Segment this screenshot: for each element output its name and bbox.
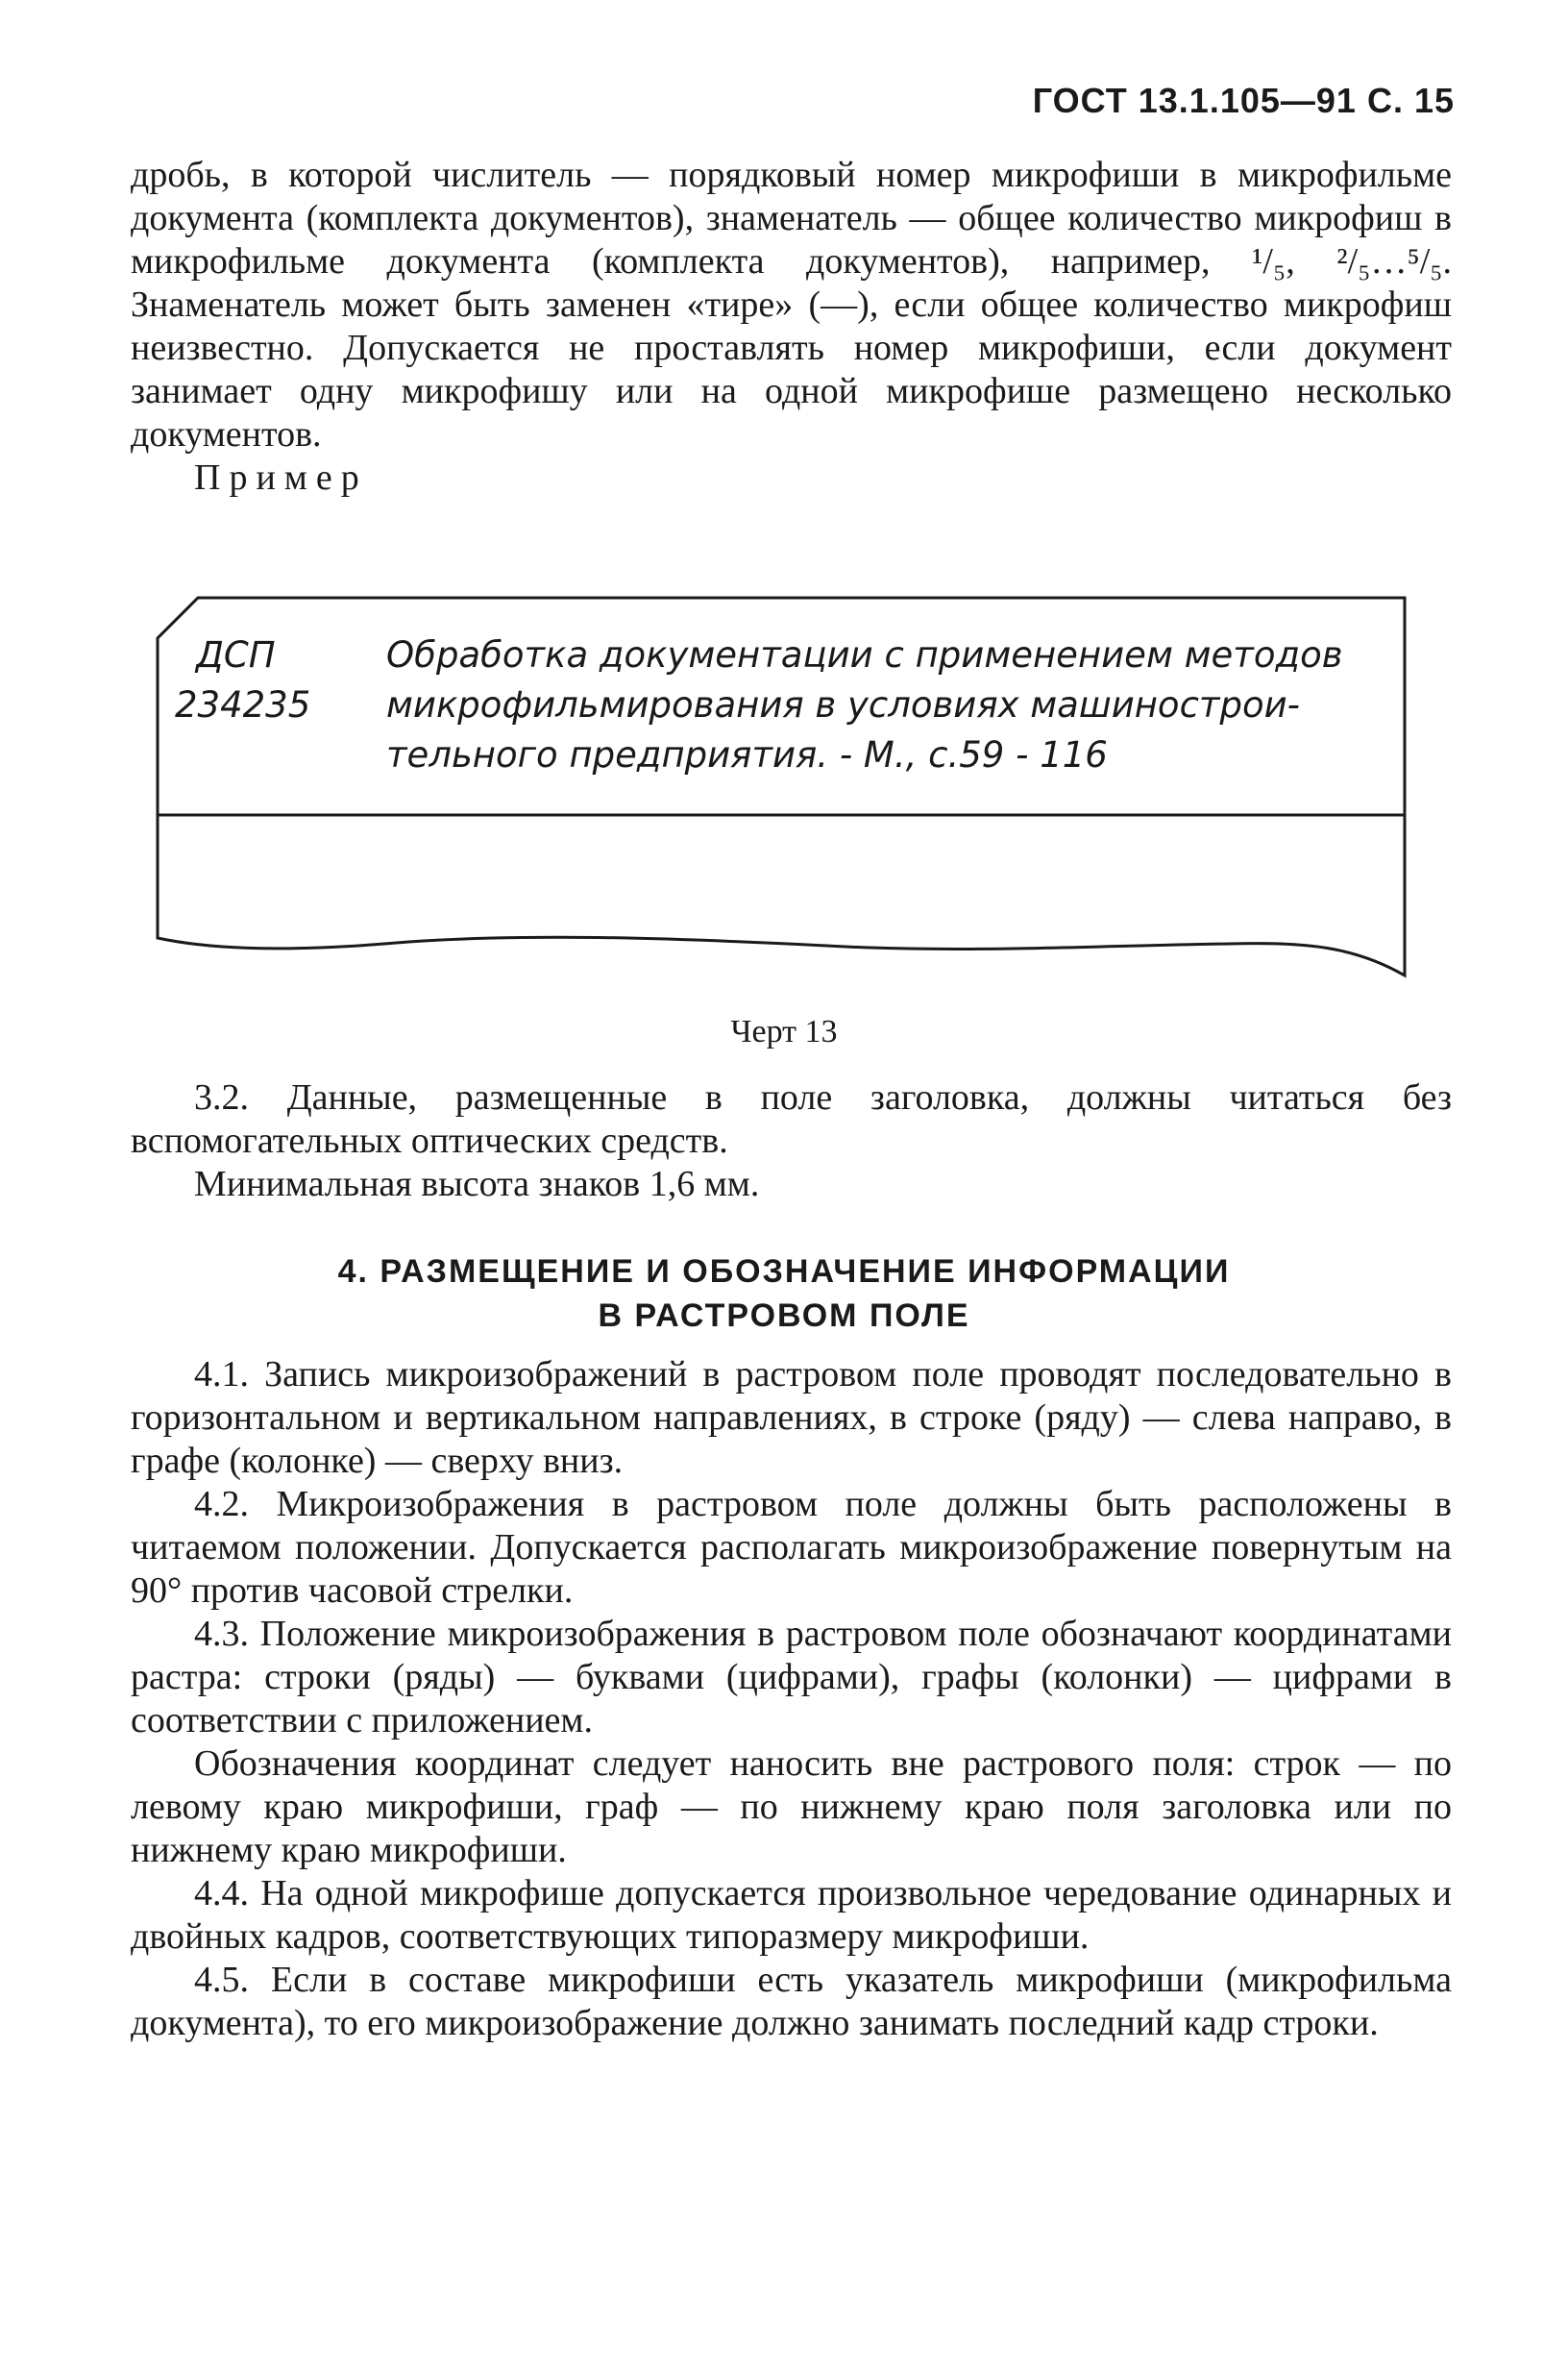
intro-block <box>131 154 1452 500</box>
card-title-line2: микрофильмирования в условиях машинострои- <box>386 684 1300 726</box>
section4-heading-line2: В РАСТРОВОМ ПОЛЕ <box>598 1297 970 1334</box>
card-code-line2: 234235 <box>175 684 311 726</box>
paragraph-4-2: 4.2. Микроизображения в растровом поле должны быть расположены в читаемом положении. Допускается располагать микроизображение повернутым на 90° против часовой стрелки. <box>131 1484 1452 1611</box>
paragraph-4-4: 4.4. На одной микрофише допускается произвольное чередование одинарных и двойных кадров, соответствующих типоразмеру микрофиши. <box>131 1873 1452 1957</box>
section4-block <box>131 1353 1452 2045</box>
card-code-line1: ДСП <box>196 634 276 676</box>
paragraph-4-3-note: Обозначения координат следует наносить вне растрового поля: строк — по левому краю микрофиши, граф — по нижнему краю поля заголовка или по нижнему краю микрофиши. <box>131 1743 1452 1870</box>
section3-block <box>131 1076 1452 1206</box>
card-title-line1: Обработка документации с применением методов <box>386 634 1343 676</box>
page-header: ГОСТ 13.1.105—91 С. 15 <box>1032 81 1455 120</box>
card-title-line3: тельного предприятия. - М., с.59 - 116 <box>386 734 1108 776</box>
paragraph-3-2: 3.2. Данные, размещенные в поле заголовка, должны читаться без вспомогательных оптических средств. <box>131 1077 1452 1161</box>
example-label: Пример <box>194 457 368 498</box>
section4-heading <box>0 1249 1568 1338</box>
microfiche-card-figure <box>0 577 1568 1000</box>
section4-heading-line1: 4. РАЗМЕЩЕНИЕ И ОБОЗНАЧЕНИЕ ИНФОРМАЦИИ <box>337 1253 1231 1290</box>
paragraph-3-2-note: Минимальная высота знаков 1,6 мм. <box>194 1164 760 1204</box>
intro-paragraph: дробь, в которой числитель — порядковый номер микрофиши в микрофильме документа (комплекта документов), знаменатель — общее количество микрофиш в микрофильме документа (комплекта документов), например, ¹/₅, ²/₅…⁵/₅. Знаменатель может быть заменен «тире» (—), если общее количество микрофиш неизвестно. Допускается не проставлять номер микрофиши, если документ занимает одну микрофишу или на одной микрофише размещено несколько документов. <box>131 155 1452 455</box>
paragraph-4-5: 4.5. Если в составе микрофиши есть указатель микрофиши (микрофильма документа), то его микроизображение должно занимать последний кадр строки. <box>131 1960 1452 2043</box>
figure-caption: Черт 13 <box>730 1014 838 1049</box>
paragraph-4-3: 4.3. Положение микроизображения в растровом поле обозначают координатами растра: строки (ряды) — буквами (цифрами), графы (колонки) — цифрами в соответствии с приложением. <box>131 1614 1452 1740</box>
paragraph-4-1: 4.1. Запись микроизображений в растровом поле проводят последовательно в горизонтальном и вертикальном направлениях, в строке (ряду) — слева направо, в графе (колонке) — сверху вниз. <box>131 1354 1452 1481</box>
